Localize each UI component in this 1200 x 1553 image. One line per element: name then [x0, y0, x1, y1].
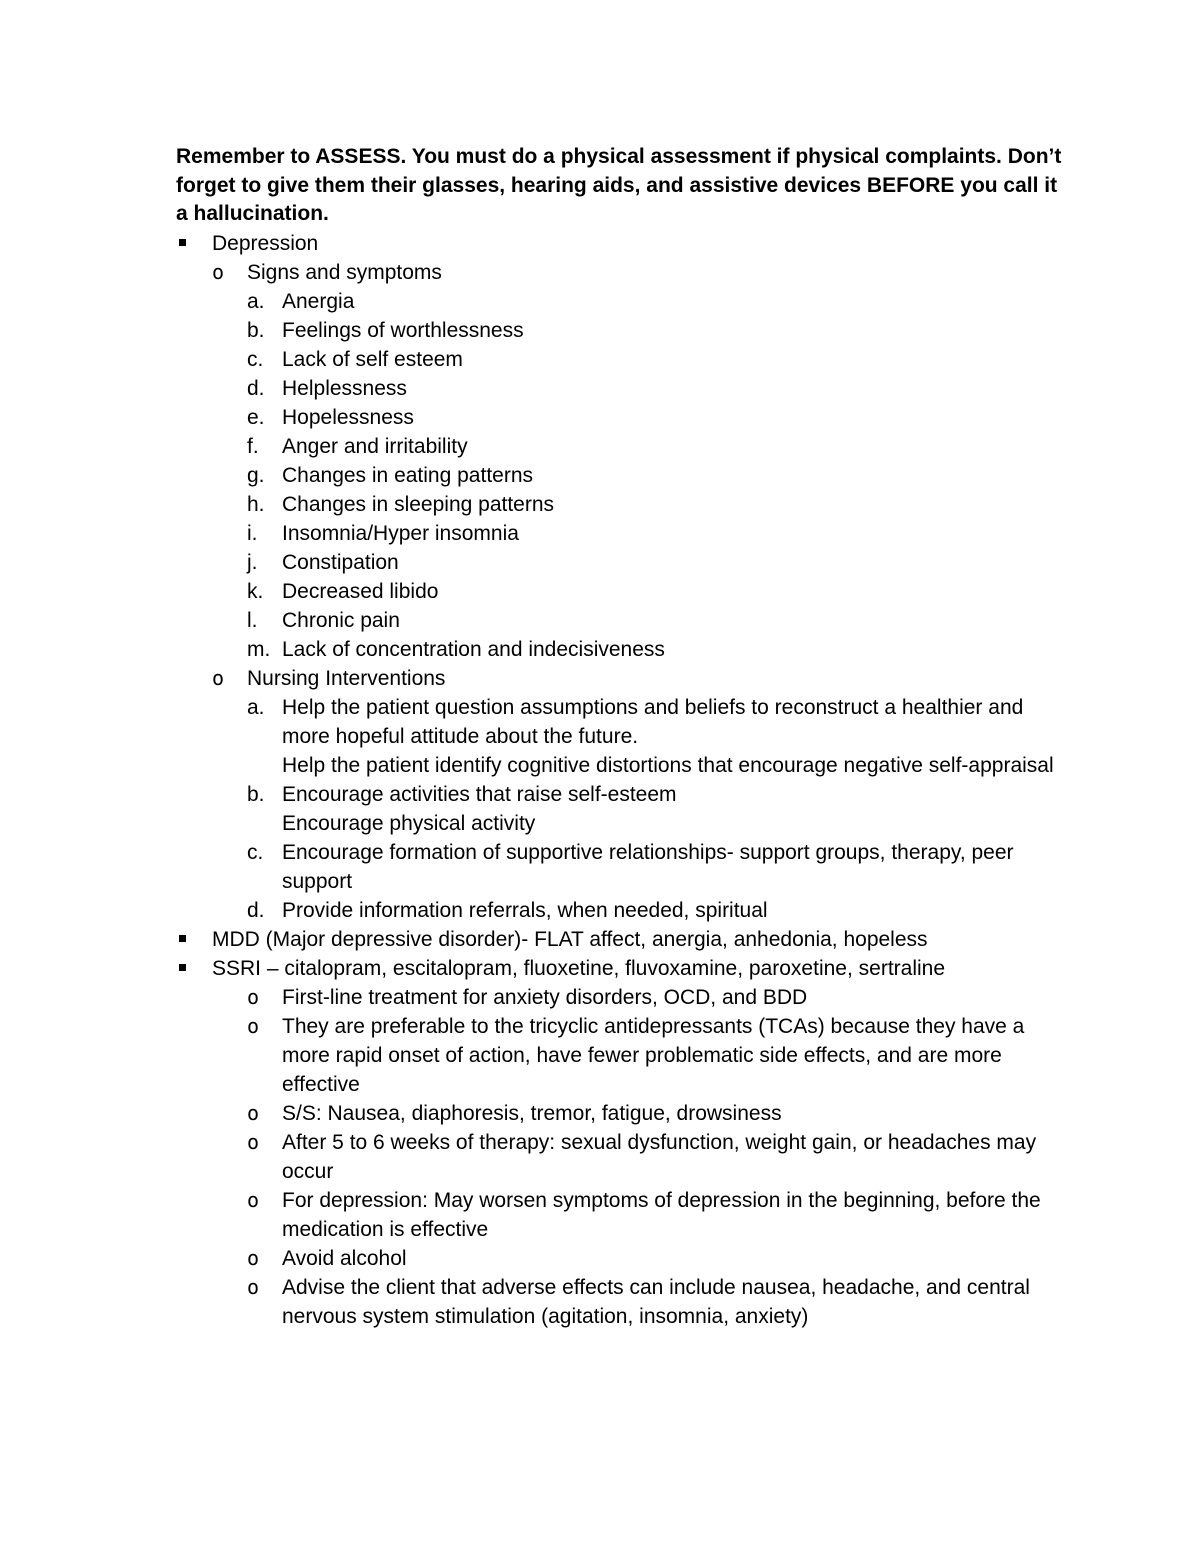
list-item-mdd: [176, 925, 1066, 954]
list-item: [176, 1244, 1066, 1273]
list-item-text: Feelings of worthlessness: [282, 318, 524, 342]
list-item: [176, 316, 1066, 345]
list-item-text: Anger and irritability: [282, 434, 468, 458]
list-marker: e.: [247, 405, 265, 429]
list-item-ssri: [176, 954, 1066, 983]
list-item-text: Constipation: [282, 550, 399, 574]
list-item-text: S/S: Nausea, diaphoresis, tremor, fatigue, drowsiness: [282, 1101, 782, 1125]
list-item: [176, 1186, 1066, 1244]
list-item-depression: [176, 229, 1066, 258]
list-item: [176, 896, 1066, 925]
list-item: [176, 287, 1066, 316]
list-item: [176, 345, 1066, 374]
list-item-text: Encourage activities that raise self-esteem: [282, 782, 677, 806]
list-item-extra: Help the patient identify cognitive distortions that encourage negative self-appraisal: [282, 753, 1054, 777]
list-item-text: Hopelessness: [282, 405, 414, 429]
list-item: [176, 490, 1066, 519]
circle-bullet-icon: o: [247, 1245, 260, 1270]
list-item: [176, 780, 1066, 838]
circle-bullet-icon: o: [212, 665, 225, 690]
list-item: [176, 548, 1066, 577]
intro-paragraph: Remember to ASSESS. You must do a physical assessment if physical complaints. Don’t forget to give them their glasses, hearing aids, and assistive devices BEFORE you call it a hallucination.: [176, 145, 1062, 225]
list-item-text: Helplessness: [282, 376, 407, 400]
ssri-label: SSRI – citalopram, escitalopram, fluoxetine, fluvoxamine, paroxetine, sertraline: [212, 956, 946, 980]
interventions-list: [176, 693, 1066, 925]
list-item: [176, 635, 1066, 664]
list-item: [176, 461, 1066, 490]
list-item-text: Insomnia/Hyper insomnia: [282, 521, 519, 545]
list-item-text: Chronic pain: [282, 608, 400, 632]
circle-bullet-icon: o: [247, 1274, 260, 1299]
list-item-text: Provide information referrals, when needed, spiritual: [282, 898, 768, 922]
signs-label: Signs and symptoms: [247, 260, 442, 284]
list-marker: f.: [247, 434, 259, 458]
list-item-text: They are preferable to the tricyclic antidepressants (TCAs) because they have a more rapid onset of action, have fewer problematic side effects, and are more effective: [282, 1014, 1025, 1096]
list-item-text: First-line treatment for anxiety disorders, OCD, and BDD: [282, 985, 808, 1009]
ssri-list: [176, 983, 1066, 1331]
list-marker: j.: [247, 550, 258, 574]
list-item-text: Changes in eating patterns: [282, 463, 534, 487]
list-item: [176, 374, 1066, 403]
list-marker: c.: [247, 840, 264, 864]
list-item: [176, 693, 1066, 780]
list-item-text: Lack of concentration and indecisiveness: [282, 637, 665, 661]
circle-bullet-icon: o: [212, 259, 225, 284]
circle-bullet-icon: o: [247, 1129, 260, 1154]
list-marker: i.: [247, 521, 258, 545]
list-marker: h.: [247, 492, 265, 516]
list-item-signs: [176, 258, 1066, 287]
list-item-text: Help the patient question assumptions and beliefs to reconstruct a healthier and more hopeful attitude about the future.: [282, 695, 1024, 748]
list-marker: b.: [247, 318, 265, 342]
list-item: [176, 983, 1066, 1012]
list-item-text: After 5 to 6 weeks of therapy: sexual dysfunction, weight gain, or headaches may occur: [282, 1130, 1037, 1183]
list-item-interventions: [176, 664, 1066, 693]
document-page: [176, 143, 1066, 1331]
circle-bullet-icon: o: [247, 984, 260, 1009]
list-item: [176, 1012, 1066, 1099]
list-marker: k.: [247, 579, 264, 603]
list-item: [176, 577, 1066, 606]
list-item: [176, 1128, 1066, 1186]
list-item-extra: Encourage physical activity: [282, 811, 536, 835]
list-marker: l.: [247, 608, 258, 632]
list-marker: b.: [247, 782, 265, 806]
list-item-text: For depression: May worsen symptoms of depression in the beginning, before the medication is effective: [282, 1188, 1041, 1241]
list-item-text: Anergia: [282, 289, 355, 313]
list-item: [176, 1273, 1066, 1331]
list-item-text: Advise the client that adverse effects can include nausea, headache, and central nervous system stimulation (agitation, insomnia, anxiety): [282, 1275, 1030, 1328]
list-item: [176, 1099, 1066, 1128]
circle-bullet-icon: o: [247, 1013, 260, 1038]
list-item-text: Encourage formation of supportive relationships- support groups, therapy, peer support: [282, 840, 1014, 893]
list-marker: a.: [247, 289, 265, 313]
list-item-text: Changes in sleeping patterns: [282, 492, 555, 516]
list-item: [176, 838, 1066, 896]
list-item-text: Lack of self esteem: [282, 347, 463, 371]
mdd-text: MDD (Major depressive disorder)- FLAT affect, anergia, anhedonia, hopeless: [212, 927, 928, 951]
list-marker: m.: [247, 637, 271, 661]
list-item-text: Decreased libido: [282, 579, 439, 603]
list-item: [176, 403, 1066, 432]
list-item: [176, 432, 1066, 461]
depression-label: Depression: [212, 231, 319, 255]
list-marker: c.: [247, 347, 264, 371]
list-item-text: Avoid alcohol: [282, 1246, 407, 1270]
signs-list: [176, 287, 1066, 664]
list-marker: a.: [247, 695, 265, 719]
circle-bullet-icon: o: [247, 1187, 260, 1212]
list-item: [176, 606, 1066, 635]
interventions-label: Nursing Interventions: [247, 666, 446, 690]
list-marker: g.: [247, 463, 265, 487]
circle-bullet-icon: o: [247, 1100, 260, 1125]
list-marker: d.: [247, 898, 265, 922]
list-item: [176, 519, 1066, 548]
list-marker: d.: [247, 376, 265, 400]
